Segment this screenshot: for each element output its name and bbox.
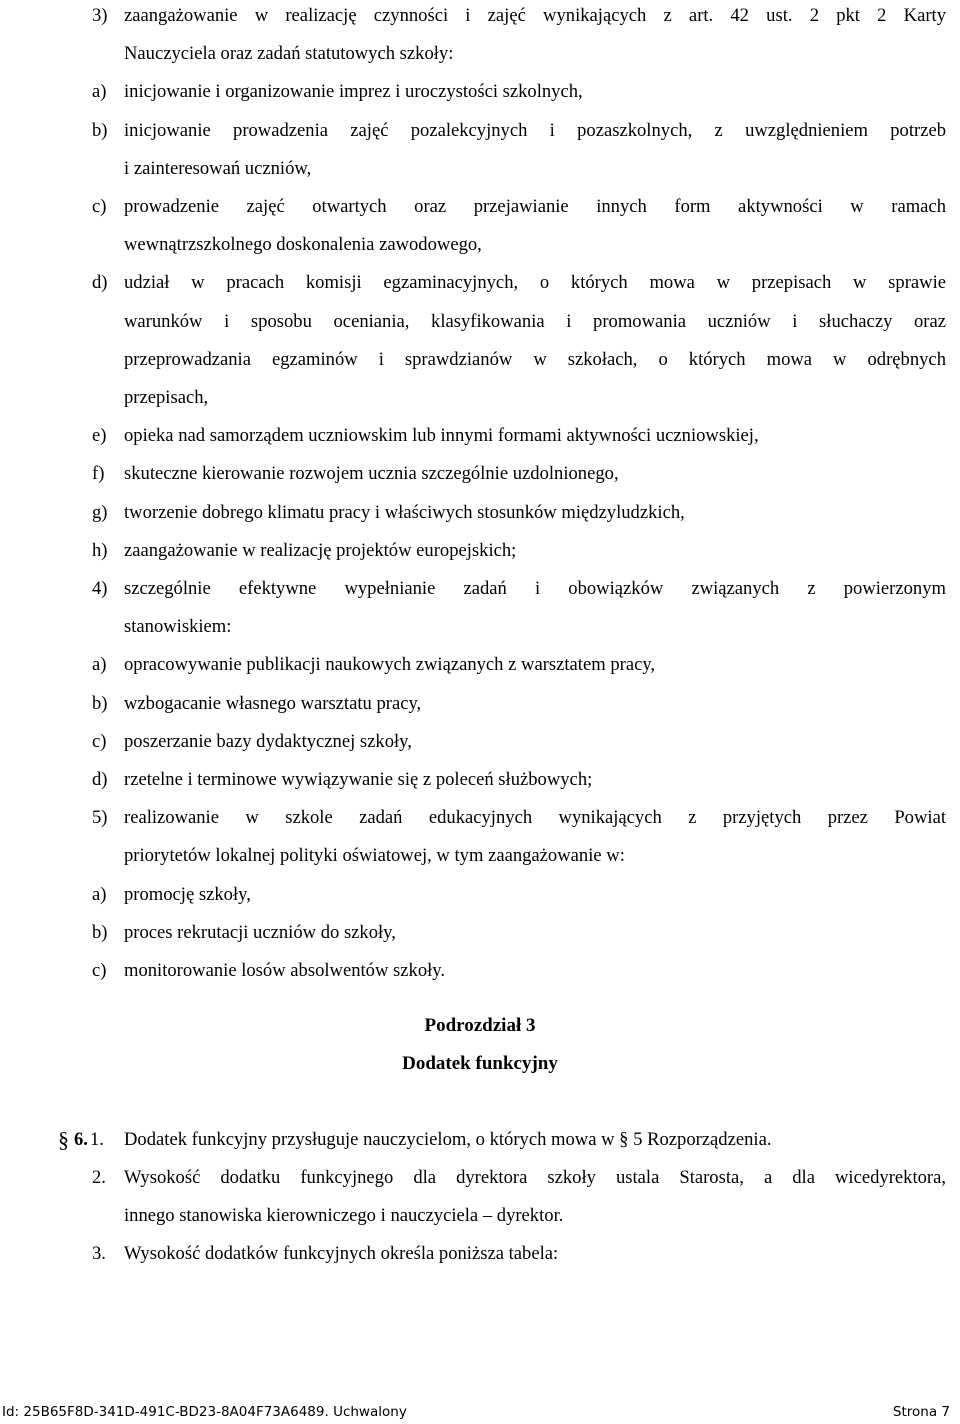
list-item-label: g) (92, 501, 108, 523)
section-point-text: innego stanowiska kierowniczego i nauczyciela – dyrektor. (124, 1205, 564, 1227)
list-item-text: szczególnie efektywne wypełnianie zadań i obowiązków związanych z powierzonym (124, 578, 946, 599)
subdivision-subtitle: Dodatek funkcyjny (402, 1053, 558, 1074)
list-item-text: udział w pracach komisji egzaminacyjnych, o których mowa w przepisach w sprawie (124, 272, 946, 294)
list-item-text: przepisach, (124, 387, 209, 408)
list-item-label: 4) (92, 578, 108, 599)
list-item-label: a) (92, 883, 107, 905)
list-item-text: i zainteresowań uczniów, (124, 157, 312, 179)
list-item-text: Nauczyciela oraz zadań statutowych szkoły: (124, 43, 454, 65)
list-item-label: d) (92, 769, 108, 790)
list-item-label: a) (92, 654, 107, 676)
list-item-text: zaangażowanie w realizację projektów europejskich; (124, 539, 517, 561)
list-item-text: opracowywanie publikacji naukowych związanych z warsztatem pracy, (124, 654, 656, 676)
list-item-text: priorytetów lokalnej polityki oświatowej, w tym zaangażowanie w: (124, 845, 625, 867)
list-item-label: 5) (92, 807, 108, 829)
list-item-label: a) (92, 81, 107, 103)
list-item-label: h) (92, 539, 108, 561)
section-point-text: Wysokość dodatków funkcyjnych określa poniższa tabela: (124, 1243, 559, 1264)
list-item-text: warunków i sposobu oceniania, klasyfikowania i promowania uczniów i słuchaczy oraz (124, 310, 946, 332)
list-item-text: realizowanie w szkole zadań edukacyjnych wynikających z przyjętych przez Powiat (124, 807, 946, 829)
list-item-label: d) (92, 272, 108, 294)
footer-id: Id: 25B65F8D-341D-491C-BD23-8A04F73A6489. Uchwalony (2, 1404, 407, 1420)
list-item-text: zaangażowanie w realizację czynności i zajęć wynikających z art. 42 ust. 2 pkt 2 Karty (124, 5, 946, 26)
list-item-text: inicjowanie prowadzenia zajęć pozalekcyjnych i pozaszkolnych, z uwzględnieniem potrzeb (124, 119, 946, 141)
subdivision-title: Podrozdział 3 (424, 1015, 536, 1036)
list-item-label: b) (92, 119, 108, 141)
list-item-text: proces rekrutacji uczniów do szkoły, (124, 921, 396, 943)
section-number: 6. (74, 1129, 88, 1150)
list-item-text: przeprowadzania egzaminów i sprawdzianów w szkołach, o których mowa w odrębnych (124, 348, 946, 370)
list-item-text: wewnątrzszkolnego doskonalenia zawodowego, (124, 234, 482, 256)
list-item-label: f) (92, 463, 105, 485)
list-item-text: tworzenie dobrego klimatu pracy i właściwych stosunków międzyludzkich, (124, 501, 685, 523)
section-point-label: 3. (92, 1243, 106, 1264)
section-point-text: Dodatek funkcyjny przysługuje nauczycielom, o których mowa w § 5 Rozporządzenia. (124, 1129, 772, 1150)
list-item-label: b) (92, 692, 108, 714)
list-item-text: opieka nad samorządem uczniowskim lub innymi formami aktywności uczniowskiej, (124, 425, 759, 447)
list-item-text: poszerzanie bazy dydaktycznej szkoły, (124, 730, 412, 752)
section-point-text: Wysokość dodatku funkcyjnego dla dyrektora szkoły ustala Starosta, a dla wicedyrektora, (124, 1167, 946, 1188)
list-item-text: prowadzenie zajęć otwartych oraz przejawianie innych form aktywności w ramach (124, 196, 946, 217)
footer-page-number: Strona 7 (892, 1404, 950, 1420)
list-item-text: rzetelne i terminowe wywiązywanie się z poleceń służbowych; (124, 769, 593, 790)
list-item-text: wzbogacanie własnego warsztatu pracy, (124, 692, 422, 714)
list-item-label: c) (92, 730, 107, 752)
section-point-label: 2. (92, 1167, 106, 1188)
list-item-text: promocję szkoły, (124, 883, 251, 905)
list-item-label: c) (92, 960, 107, 981)
list-item-label: 3) (92, 5, 108, 26)
list-item-text: inicjowanie i organizowanie imprez i uroczystości szkolnych, (124, 81, 583, 103)
list-item-text: monitorowanie losów absolwentów szkoły. (124, 960, 446, 981)
list-item-label: b) (92, 921, 108, 943)
list-item-text: skuteczne kierowanie rozwojem ucznia szczególnie uzdolnionego, (124, 463, 619, 485)
section-point-label: 1. (90, 1129, 104, 1150)
list-item-label: e) (92, 425, 107, 447)
section-symbol: § (58, 1127, 69, 1152)
list-item-text: stanowiskiem: (124, 616, 232, 638)
list-item-label: c) (92, 196, 107, 217)
